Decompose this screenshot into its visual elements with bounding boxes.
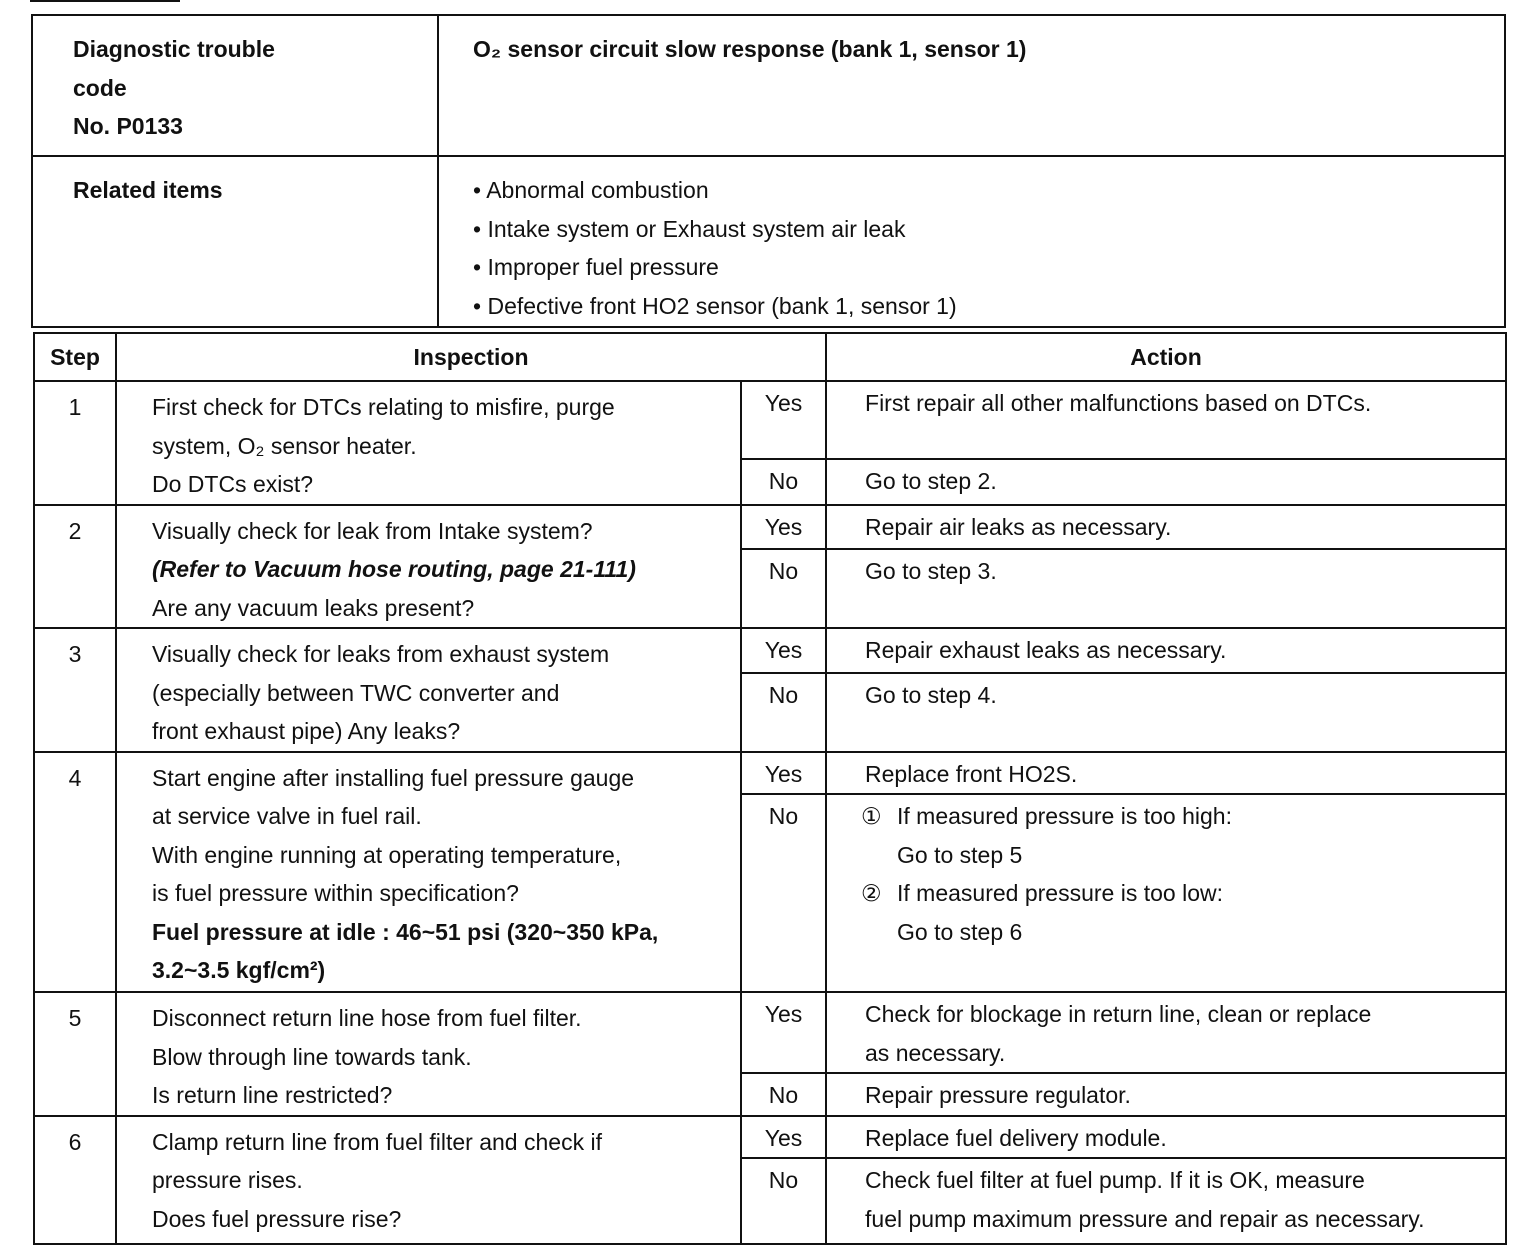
yes-action: Replace fuel delivery module. — [826, 1116, 1506, 1159]
no-label: No — [741, 794, 826, 992]
no-label: No — [741, 1158, 826, 1244]
step-number: 1 — [34, 381, 116, 505]
table-row — [34, 628, 1506, 673]
yes-label: Yes — [741, 505, 826, 549]
step-inspection: Start engine after installing fuel pressure gauge at service valve in fuel rail. With engine running at operating temperature, is fuel pressure within specification? Fuel pressure at idle : 46~51 psi (320~350 kPa, 3.2~3.5 kgf/cm²) — [116, 752, 741, 993]
step-number: 6 — [34, 1116, 116, 1245]
related-items-cell — [438, 156, 1505, 327]
reference-link: (Refer to Vacuum hose routing, page 21-111) — [152, 556, 636, 582]
related-items-row — [32, 156, 1505, 327]
list-item: • Defective front HO2 sensor (bank 1, sensor 1) — [473, 287, 1504, 326]
dtc-header-table — [31, 14, 1506, 328]
table-row — [34, 1116, 1506, 1159]
step-inspection: First check for DTCs relating to misfire, purge system, O₂ sensor heater. Do DTCs exist? — [116, 381, 741, 505]
no-label: No — [741, 1073, 826, 1116]
yes-label: Yes — [741, 1116, 826, 1159]
step-number: 5 — [34, 992, 116, 1116]
top-rule — [30, 0, 180, 2]
related-items-label: Related items — [32, 156, 438, 327]
list-item: • Improper fuel pressure — [473, 248, 1504, 287]
column-header-action: Action — [826, 333, 1506, 381]
circled-one-icon: ① — [861, 803, 882, 829]
step-inspection: Disconnect return line hose from fuel filter. Blow through line towards tank. Is return line restricted? — [116, 992, 741, 1116]
dtc-description: O₂ sensor circuit slow response (bank 1, sensor 1) — [438, 15, 1505, 156]
table-header-row — [34, 333, 1506, 381]
table-row — [34, 752, 1506, 795]
yes-label: Yes — [741, 381, 826, 459]
step-inspection: Clamp return line from fuel filter and check if pressure rises. Does fuel pressure rise? — [116, 1116, 741, 1245]
no-action: Check fuel filter at fuel pump. If it is OK, measure fuel pump maximum pressure and repair as necessary. — [826, 1158, 1506, 1244]
step-number: 4 — [34, 752, 116, 993]
table-row — [34, 381, 1506, 459]
list-item: • Intake system or Exhaust system air leak — [473, 210, 1504, 249]
column-header-step: Step — [34, 333, 116, 381]
diagnostic-steps-table — [33, 332, 1507, 1245]
related-items-list — [473, 171, 1504, 325]
step-inspection: Visually check for leak from Intake system? (Refer to Vacuum hose routing, page 21-111) Are any vacuum leaks present? — [116, 505, 741, 629]
yes-label: Yes — [741, 752, 826, 795]
table-row — [34, 992, 1506, 1073]
yes-action: Check for blockage in return line, clean or replace as necessary. — [826, 992, 1506, 1073]
fuel-pressure-spec-cont: 3.2~3.5 kgf/cm²) — [152, 957, 326, 983]
yes-label: Yes — [741, 992, 826, 1073]
fuel-pressure-spec: Fuel pressure at idle : 46~51 psi (320~350 kPa, — [152, 918, 659, 945]
list-item: • Abnormal combustion — [473, 171, 1504, 210]
no-action: Go to step 3. — [826, 549, 1506, 628]
step-number: 3 — [34, 628, 116, 752]
no-action: Repair pressure regulator. — [826, 1073, 1506, 1116]
step-number: 2 — [34, 505, 116, 629]
circled-two-icon: ② — [861, 880, 882, 906]
column-header-inspection: Inspection — [116, 333, 826, 381]
no-action: ① If measured pressure is too high: Go to step 5 ② If measured pressure is too low: Go to step 6 — [826, 794, 1506, 992]
yes-action: Replace front HO2S. — [826, 752, 1506, 795]
yes-action: First repair all other malfunctions based on DTCs. — [826, 381, 1506, 459]
no-action: Go to step 4. — [826, 673, 1506, 751]
yes-action: Repair air leaks as necessary. — [826, 505, 1506, 549]
dtc-label: Diagnostic trouble code No. P0133 — [32, 15, 438, 156]
no-label: No — [741, 549, 826, 628]
table-row — [34, 505, 1506, 549]
no-action: Go to step 2. — [826, 459, 1506, 504]
dtc-row — [32, 15, 1505, 156]
no-label: No — [741, 673, 826, 751]
yes-label: Yes — [741, 628, 826, 673]
yes-action: Repair exhaust leaks as necessary. — [826, 628, 1506, 673]
no-label: No — [741, 459, 826, 504]
step-inspection: Visually check for leaks from exhaust system (especially between TWC converter and front exhaust pipe) Any leaks? — [116, 628, 741, 752]
